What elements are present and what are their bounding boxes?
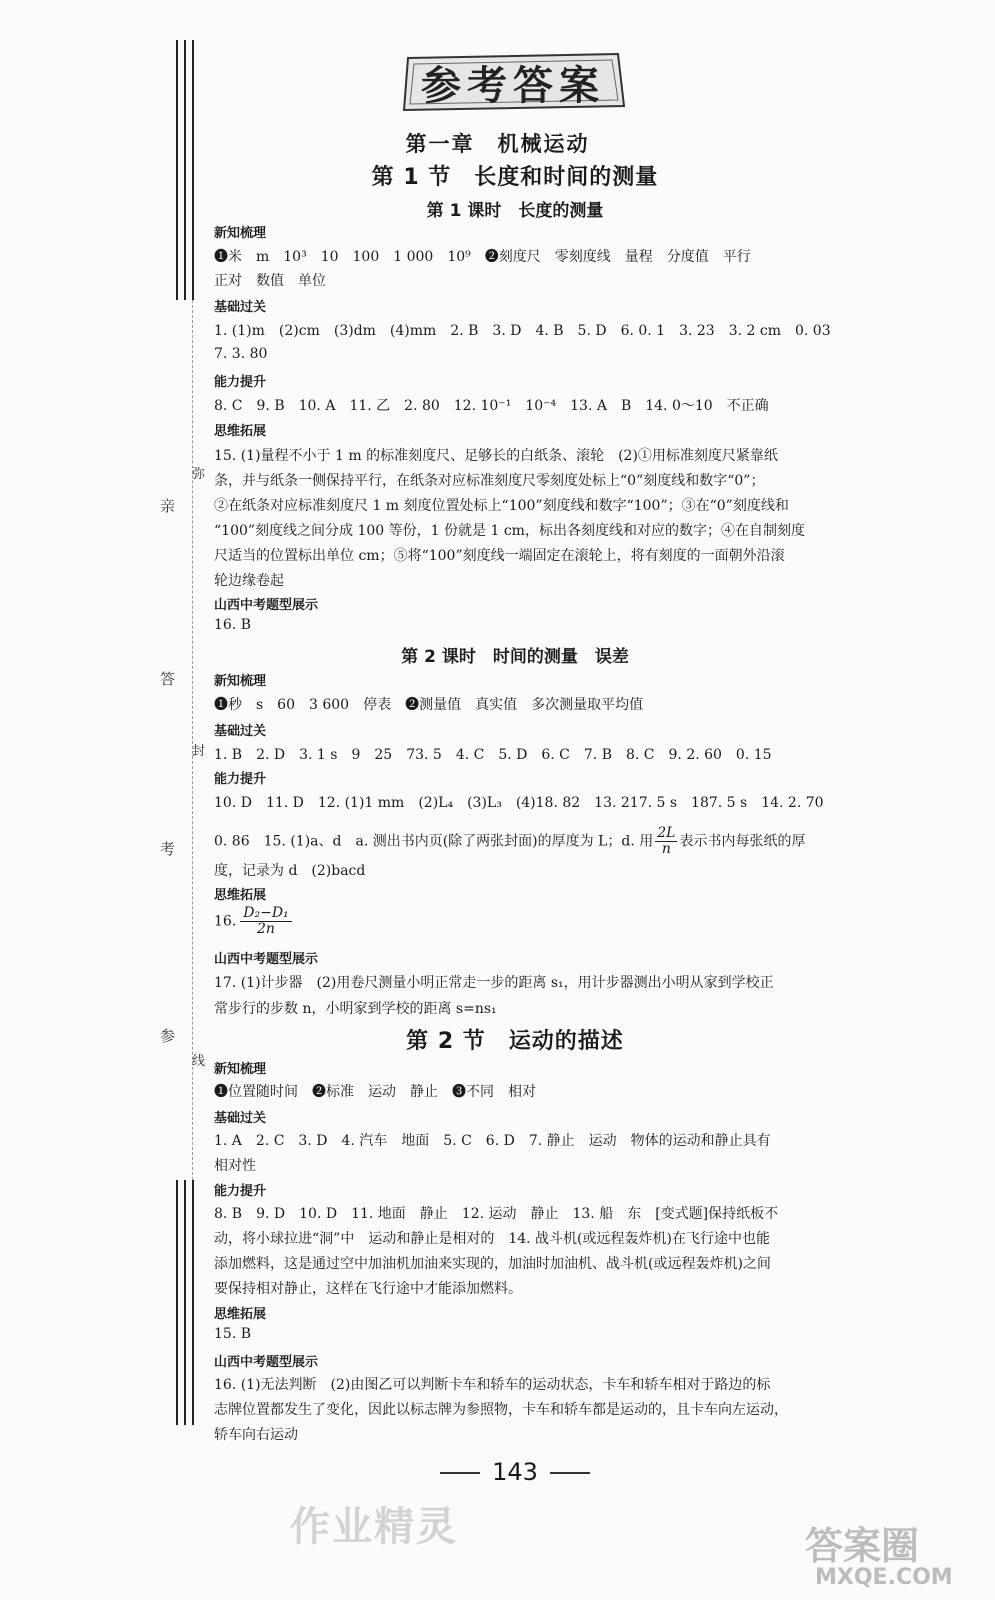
lesson-title: 第 1 课时 长度的测量 [426, 201, 604, 221]
answer-line: 相对性 [214, 1158, 256, 1174]
seal-char: 线 [192, 1054, 206, 1069]
label-shanxi: 山西中考题型展示 [214, 952, 319, 967]
fraction-denominator: 2n [257, 921, 275, 937]
answer-line [214, 906, 834, 937]
label-shanxi: 山西中考题型展示 [214, 1355, 319, 1370]
answer-line: 15. B [214, 1326, 252, 1342]
answer-line [214, 826, 834, 857]
binding-lines-bottom [176, 1180, 198, 1425]
answer-text: 表示书内每张纸的厚 [679, 833, 806, 850]
answer-text: 0. 86 15. (1)a、d a. 测出书内页(除了两张封面)的厚度为 L；d. 用 [214, 833, 654, 850]
watermark-left: 作业精灵 [290, 1504, 458, 1550]
answer-line: 16. (1)无法判断 (2)由图乙可以判断卡车和轿车的运动状态，卡车和轿车相对于路边的标 [214, 1377, 771, 1393]
answer-line: 8. B 9. D 10. D 11. 地面 静止 12. 运动 静止 13. 船 东 [变式题]保持纸板不 [214, 1206, 779, 1222]
answer-line: 1. (1)m (2)cm (3)dm (4)mm 2. B 3. D 4. B 5. D 6. 0. 1 3. 23 3. 2 cm 0. 03 [214, 323, 831, 339]
answer-line: 条，并与纸条一侧保持平行，在纸条对应标准刻度尺零刻度处标上“0”刻度线和数字“0”； [214, 473, 765, 489]
label-xinzhi: 新知梳理 [214, 226, 267, 241]
label-siwei: 思维拓展 [214, 424, 267, 439]
answer-line: 7. 3. 80 [214, 346, 268, 362]
answer-line: ❶位置随时间 ❷标准 运动 静止 ❸不同 相对 [214, 1084, 536, 1100]
answer-line: 轿车向右运动 [214, 1427, 298, 1443]
label-jichu: 基础过关 [214, 300, 267, 315]
answer-line: 8. C 9. B 10. A 11. 乙 2. 80 12. 10⁻¹ 10⁻⁴ 13. A B 14. 0～10 不正确 [214, 398, 769, 414]
label-nengli: 能力提升 [214, 1184, 267, 1199]
section-title: 第 2 节 运动的描述 [406, 1029, 624, 1054]
label-nengli: 能力提升 [214, 375, 267, 390]
label-siwei: 思维拓展 [214, 1307, 267, 1322]
seal-char: 参 [160, 1027, 176, 1045]
label-xinzhi: 新知梳理 [214, 674, 267, 689]
watermark-right: 答案圈 [805, 1524, 920, 1568]
seal-char: 弥 [192, 467, 206, 482]
answer-line: 志牌位置都发生了变化，因此以标志牌为参照物，卡车和轿车都是运动的，且卡车向左运动， [214, 1402, 788, 1418]
answer-line: 添加燃料，这是通过空中加油机加油来实现的，加油时加油机、战斗机(或远程轰炸机)之间 [214, 1256, 771, 1272]
seal-char: 考 [160, 840, 176, 858]
fraction [655, 826, 677, 857]
answer-line: 正对 数值 单位 [214, 273, 326, 289]
answer-line: 度，记录为 d (2)bacd [214, 863, 366, 879]
fraction-numerator: D₂−D₁ [240, 906, 291, 922]
label-nengli: 能力提升 [214, 772, 267, 787]
answer-line: 动，将小球拉进“洞”中 运动和静止是相对的 14. 战斗机(或远程轰炸机)在飞行途中也能 [214, 1231, 770, 1247]
label-siwei: 思维拓展 [214, 888, 267, 903]
answer-line: 16. B [214, 617, 252, 633]
label-jichu: 基础过关 [214, 724, 267, 739]
lesson-title: 第 2 课时 时间的测量 误差 [401, 647, 629, 667]
label-shanxi: 山西中考题型展示 [214, 598, 319, 613]
answer-line: ②在纸条对应标准刻度尺 1 m 刻度位置处标上“100”刻度线和数字“100”；③在“0”刻度线和 [214, 498, 789, 514]
watermark-url: MXQE.COM [815, 1565, 953, 1590]
section-title: 第 1 节 长度和时间的测量 [371, 165, 659, 190]
answer-text: 16. [214, 913, 237, 930]
answer-line: ❶米 m 10³ 10 100 1 000 10⁹ ❷刻度尺 零刻度线 量程 分度值 平行 [214, 249, 751, 265]
answer-banner [398, 50, 628, 114]
label-jichu: 基础过关 [214, 1111, 267, 1126]
banner-title: 参考答案 [421, 62, 605, 109]
page-number-text: 143 [492, 1458, 538, 1486]
seal-char: 亲 [160, 497, 176, 515]
fraction [240, 906, 291, 937]
label-xinzhi: 新知梳理 [214, 1062, 267, 1077]
answer-line: “100”刻度线之间分成 100 等份，1 份就是 1 cm，标出各刻度线和对应的数字；④在自制刻度 [214, 523, 805, 539]
answer-line: ❶秒 s 60 3 600 停表 ❷测量值 真实值 多次测量取平均值 [214, 697, 644, 713]
answer-line: 1. A 2. C 3. D 4. 汽车 地面 5. C 6. D 7. 静止 运动 物体的运动和静止具有 [214, 1133, 771, 1149]
answer-line: 10. D 11. D 12. (1)1 mm (2)L₄ (3)L₃ (4)18. 82 13. 217. 5 s 187. 5 s 14. 2. 70 [214, 795, 824, 811]
chapter-title: 第一章 机械运动 [405, 132, 590, 156]
answer-line: 轮边缘卷起 [214, 573, 284, 589]
page-number [0, 1458, 995, 1486]
answer-line: 尺适当的位置标出单位 cm；⑤将“100”刻度线一端固定在滚轮上，将有刻度的一面朝外沿滚 [214, 548, 785, 564]
answer-line: 要保持相对静止，这样在飞行途中才能添加燃料。 [214, 1281, 522, 1297]
answer-line: 15. (1)量程不小于 1 m 的标准刻度尺、足够长的白纸条、滚轮 (2)①用标准刻度尺紧靠纸 [214, 448, 778, 464]
answer-line: 17. (1)计步器 (2)用卷尺测量小明正常走一步的距离 s₁，用计步器测出小明从家到学校正 [214, 975, 774, 991]
fraction-numerator: 2L [657, 825, 676, 841]
fraction-denominator: n [661, 841, 671, 857]
answer-line: 1. B 2. D 3. 1 s 9 25 73. 5 4. C 5. D 6. C 7. B 8. C 9. 2. 60 0. 15 [214, 747, 772, 763]
answer-line: 常步行的步数 n，小明家到学校的距离 s=ns₁ [214, 1001, 497, 1017]
seal-char: 封 [192, 744, 206, 759]
seal-char: 答 [160, 670, 176, 688]
